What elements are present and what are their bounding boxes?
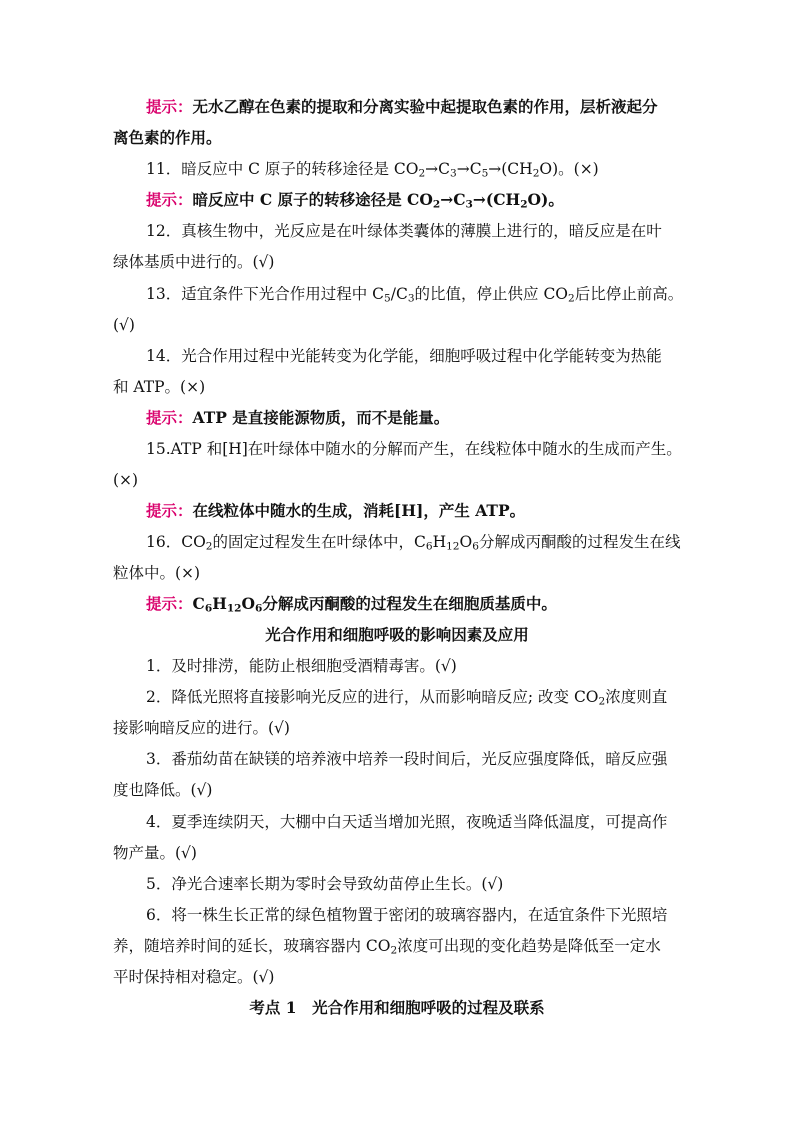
question-15-continued [113, 469, 138, 491]
hint-line [146, 189, 564, 211]
subscript: 5 [384, 292, 391, 305]
subscript: 2 [598, 695, 606, 708]
hint-text: H [212, 594, 227, 613]
question-13-continued [113, 314, 135, 336]
question-text: 绿体基质中进行的。(√) [113, 253, 275, 271]
subscript: 6 [425, 540, 433, 553]
statement-2-continued [113, 717, 290, 739]
subscript: 2 [390, 944, 398, 957]
question-text: O)。(×) [539, 160, 599, 178]
statement-text: 5．净光合速率长期为零时会导致幼苗停止生长。(√) [146, 875, 504, 893]
subscript: 12 [446, 540, 460, 553]
question-text: 16．CO [146, 533, 206, 551]
question-12 [146, 220, 662, 242]
hint-label: 提示： [146, 97, 193, 116]
statement-3 [146, 748, 667, 770]
hint-text: O [241, 594, 256, 613]
subscript: 6 [472, 540, 479, 553]
hint-label: 提示： [146, 190, 193, 209]
hint-text: →(CH [472, 190, 521, 209]
question-text: 后比停止前高。 [574, 285, 684, 303]
subscript: 6 [255, 602, 263, 615]
statement-text: 接影响暗反应的进行。(√) [113, 719, 290, 737]
subscript: 3 [465, 198, 473, 211]
statement-4-continued [113, 842, 197, 864]
subscript: 2 [418, 167, 426, 180]
question-11 [146, 158, 599, 180]
statement-6-continued [113, 966, 274, 988]
question-13 [146, 283, 683, 305]
hint-text: →C [440, 190, 466, 209]
statement-text: 4．夏季连续阴天，大棚中白天适当增加光照，夜晚适当降低温度，可提高作 [146, 813, 668, 831]
statement-text: 2．降低光照将直接影响光反应的进行，从而影响暗反应; 改变 CO [146, 688, 599, 706]
question-16-continued [113, 562, 200, 584]
question-text: 15.ATP 和[H]在叶绿体中随水的分解而产生，在线粒体中随水的生成而产生。 [146, 440, 682, 458]
subscript: 3 [450, 167, 457, 180]
question-text: O [459, 533, 473, 551]
subscript: 3 [407, 292, 415, 305]
subscript: 2 [568, 292, 575, 305]
subscript: 5 [481, 167, 489, 180]
question-text: H [432, 533, 447, 551]
question-text: 分解成丙酮酸的过程发生在线 [478, 533, 681, 551]
hint-line [146, 96, 658, 118]
question-text: 和 ATP。(×) [113, 378, 206, 396]
question-text: (√) [113, 316, 135, 334]
subscript: 12 [226, 602, 242, 615]
question-12-continued [113, 251, 274, 273]
statement-text: 1．及时排涝，能防止根细胞受酒精毒害。(√) [146, 657, 457, 675]
hint-label: 提示： [146, 408, 193, 427]
question-text: 的固定过程发生在叶绿体中，C [212, 533, 426, 551]
statement-text: 浓度可出现的变化趋势是降低至一定水 [397, 937, 661, 955]
statement-text: 养，随培养时间的延长，玻璃容器内 CO [113, 937, 391, 955]
statement-3-continued [113, 779, 212, 801]
statement-5 [146, 873, 503, 895]
question-text: 13．适宜条件下光合作用过程中 C [146, 285, 385, 303]
hint-text: O)。 [527, 190, 564, 209]
subscript: 2 [532, 167, 540, 180]
question-text: →C [425, 160, 450, 178]
question-text: →(CH [488, 160, 533, 178]
section-title: 光合作用和细胞呼吸的影响因素及应用 [265, 625, 529, 644]
hint-text: 在线粒体中随水的生成，消耗[H]，产生 ATP。 [192, 501, 526, 520]
statement-2 [146, 686, 667, 708]
hint-text: 暗反应中 C 原子的转移途径是 CO [192, 190, 433, 209]
statement-4 [146, 811, 667, 833]
question-15 [146, 438, 682, 460]
statement-6 [146, 904, 667, 926]
question-text: 11．暗反应中 C 原子的转移途径是 CO [146, 160, 419, 178]
question-14-continued [113, 376, 205, 398]
question-text: 粒体中。(×) [113, 564, 201, 582]
subscript: 6 [204, 602, 213, 615]
subscript: 2 [520, 198, 528, 211]
hint-label: 提示： [146, 501, 193, 520]
statement-text: 浓度则直 [605, 688, 668, 706]
statement-text: 平时保持相对稳定。(√) [113, 968, 275, 986]
question-text: /C [390, 285, 408, 303]
hint-line [146, 593, 557, 615]
statement-1 [146, 655, 457, 677]
hint-text: C [192, 594, 205, 613]
question-16 [146, 531, 680, 553]
hint-line [146, 500, 525, 522]
statement-text: 6．将一株生长正常的绿色植物置于密闭的玻璃容器内，在适宜条件下光照培 [146, 906, 668, 924]
topic-heading: 考点 1 光合作用和细胞呼吸的过程及联系 [249, 998, 545, 1017]
question-14 [146, 345, 662, 367]
hint-text: 分解成丙酮酸的过程发生在细胞质基质中。 [262, 594, 557, 613]
statement-6-continued [113, 935, 661, 957]
hint-line [146, 407, 449, 429]
hint-label: 提示： [146, 594, 193, 613]
statement-text: 物产量。(√) [113, 844, 197, 862]
subscript: 2 [205, 540, 213, 553]
hint-text: ATP 是直接能源物质，而不是能量。 [192, 408, 450, 427]
hint-text: 无水乙醇在色素的提取和分离实验中起提取色素的作用，层析液起分 [192, 97, 658, 116]
subscript: 2 [432, 198, 441, 211]
question-text: 12．真核生物中，光反应是在叶绿体类囊体的薄膜上进行的，暗反应是在叶 [146, 222, 662, 240]
question-text: →C [456, 160, 482, 178]
question-text: 的比值，停止供应 CO [414, 285, 569, 303]
question-text: 14．光合作用过程中光能转变为化学能，细胞呼吸过程中化学能转变为热能 [146, 347, 662, 365]
question-text: (×) [113, 471, 139, 489]
statement-text: 3．番茄幼苗在缺镁的培养液中培养一段时间后，光反应强度降低，暗反应强 [146, 750, 668, 768]
statement-text: 度也降低。(√) [113, 781, 213, 799]
hint-line-continued [113, 127, 222, 149]
hint-text: 离色素的作用。 [113, 128, 222, 147]
